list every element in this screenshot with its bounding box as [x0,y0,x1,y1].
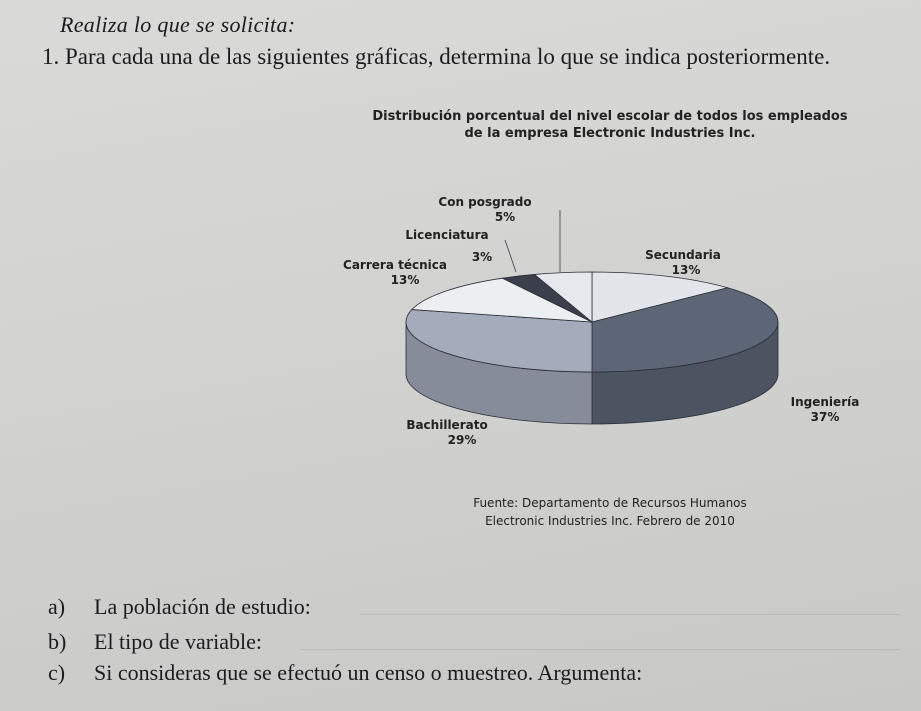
label-licenciatura-value: 3% [471,250,493,264]
item-c [48,660,642,686]
item-a-text: La población de estudio: [94,594,311,619]
label-con-posgrado [430,195,540,225]
chart-source [420,494,800,530]
chart-title-line1: Distribución porcentual del nivel escolar de todos los empleados [372,109,848,124]
item-c-text: Si consideras que se efectuó un censo o muestreo. Argumenta: [94,660,643,685]
item-c-letter: c) [48,660,66,685]
label-carrera-tecnica [330,258,460,288]
label-secundaria-name: Secundaria [645,248,721,262]
source-line2: Electronic Industries Inc. Febrero de 2010 [485,514,735,528]
item-b [48,629,262,655]
item-b-letter: b) [48,629,67,654]
label-ingenieria-value: 37% [810,410,840,424]
label-licenciatura-name: Licenciatura [405,228,489,242]
leader-line-2 [505,240,516,272]
item-b-text: El tipo de variable: [94,629,262,654]
instruction-text: Realiza lo que se solicita: [60,12,296,37]
chart-title-line2: de la empresa Electronic Industries Inc. [464,126,756,141]
item-a-letter: a) [48,594,66,619]
item-a [48,594,311,620]
label-secundaria-value: 13% [671,263,701,277]
label-bachillerato [392,418,502,448]
label-carrera-tecnica-value: 13% [390,273,420,287]
answer-line-b [300,649,900,650]
label-bachillerato-name: Bachillerato [406,418,488,432]
label-ingenieria-name: Ingeniería [790,395,860,409]
question-text: 1. Para cada una de las siguientes gráficas, determina lo que se indica posteriormente. [42,44,831,69]
answer-line-a [360,614,900,615]
label-con-posgrado-name: Con posgrado [438,195,532,209]
source-line1: Fuente: Departamento de Recursos Humanos [473,496,747,510]
label-carrera-tecnica-name: Carrera técnica [343,258,447,272]
label-ingenieria [780,395,870,425]
label-licenciatura [392,228,502,243]
label-secundaria [628,248,738,278]
label-con-posgrado-value: 5% [494,210,516,224]
label-bachillerato-value: 29% [447,433,477,447]
